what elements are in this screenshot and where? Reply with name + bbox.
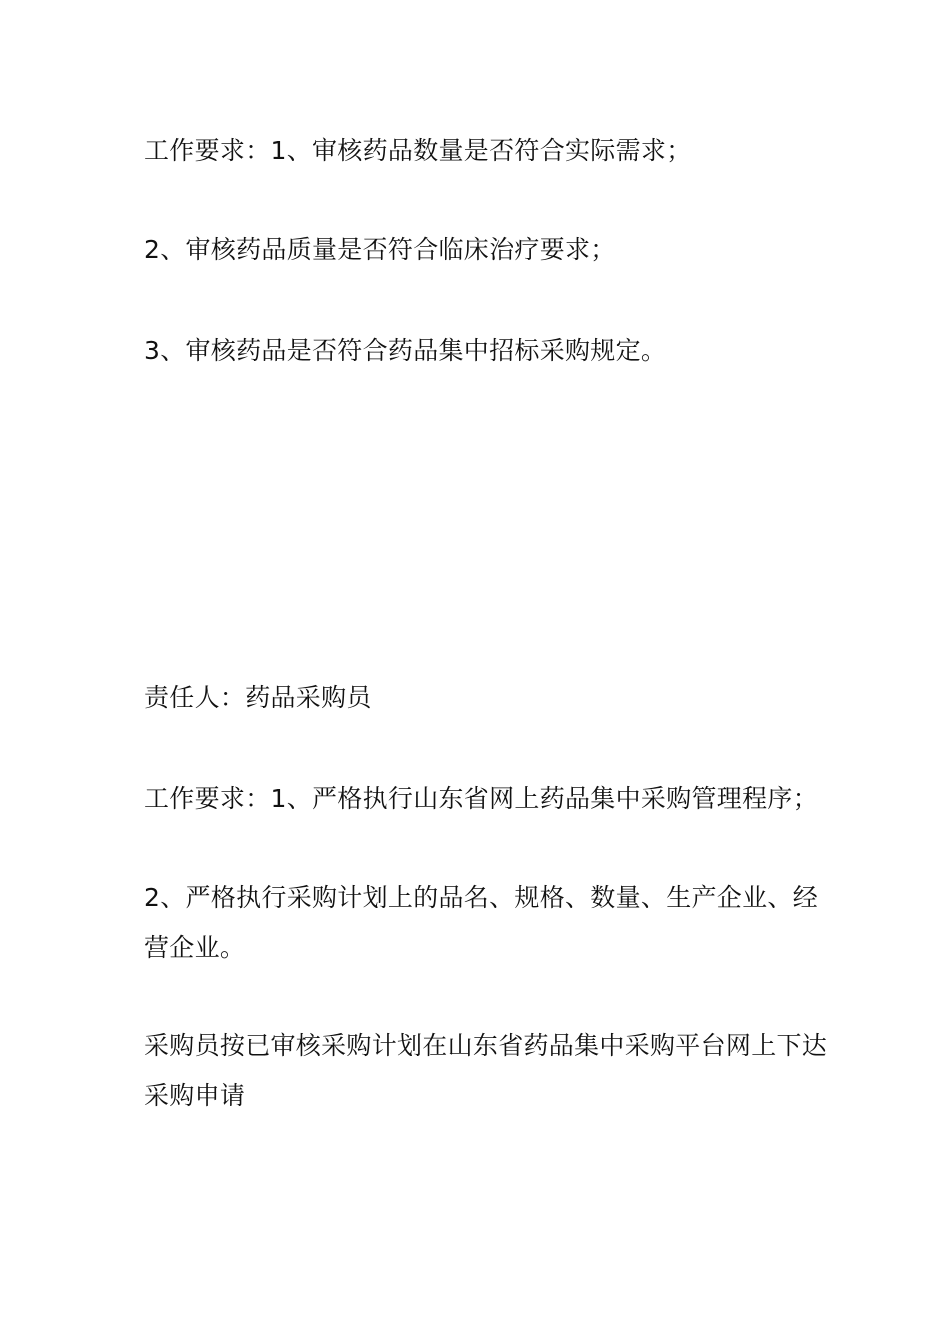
section2-requirement-2: 2、严格执行采购计划上的品名、规格、数量、生产企业、经营企业。 bbox=[144, 883, 819, 962]
section2-requirement-1: 工作要求：1、严格执行山东省网上药品集中采购管理程序； bbox=[144, 784, 819, 813]
procurement-procedure: 采购员按已审核采购计划在山东省药品集中采购平台网上下达采购申请 bbox=[144, 1031, 828, 1110]
section1-requirement-1: 工作要求：1、审核药品数量是否符合实际需求； bbox=[144, 136, 692, 165]
section1-requirement-2: 2、审核药品质量是否符合临床治疗要求； bbox=[144, 235, 616, 264]
section1-requirement-3: 3、审核药品是否符合药品集中招标采购规定。 bbox=[144, 336, 667, 365]
responsible-person: 责任人：药品采购员 bbox=[144, 683, 372, 712]
